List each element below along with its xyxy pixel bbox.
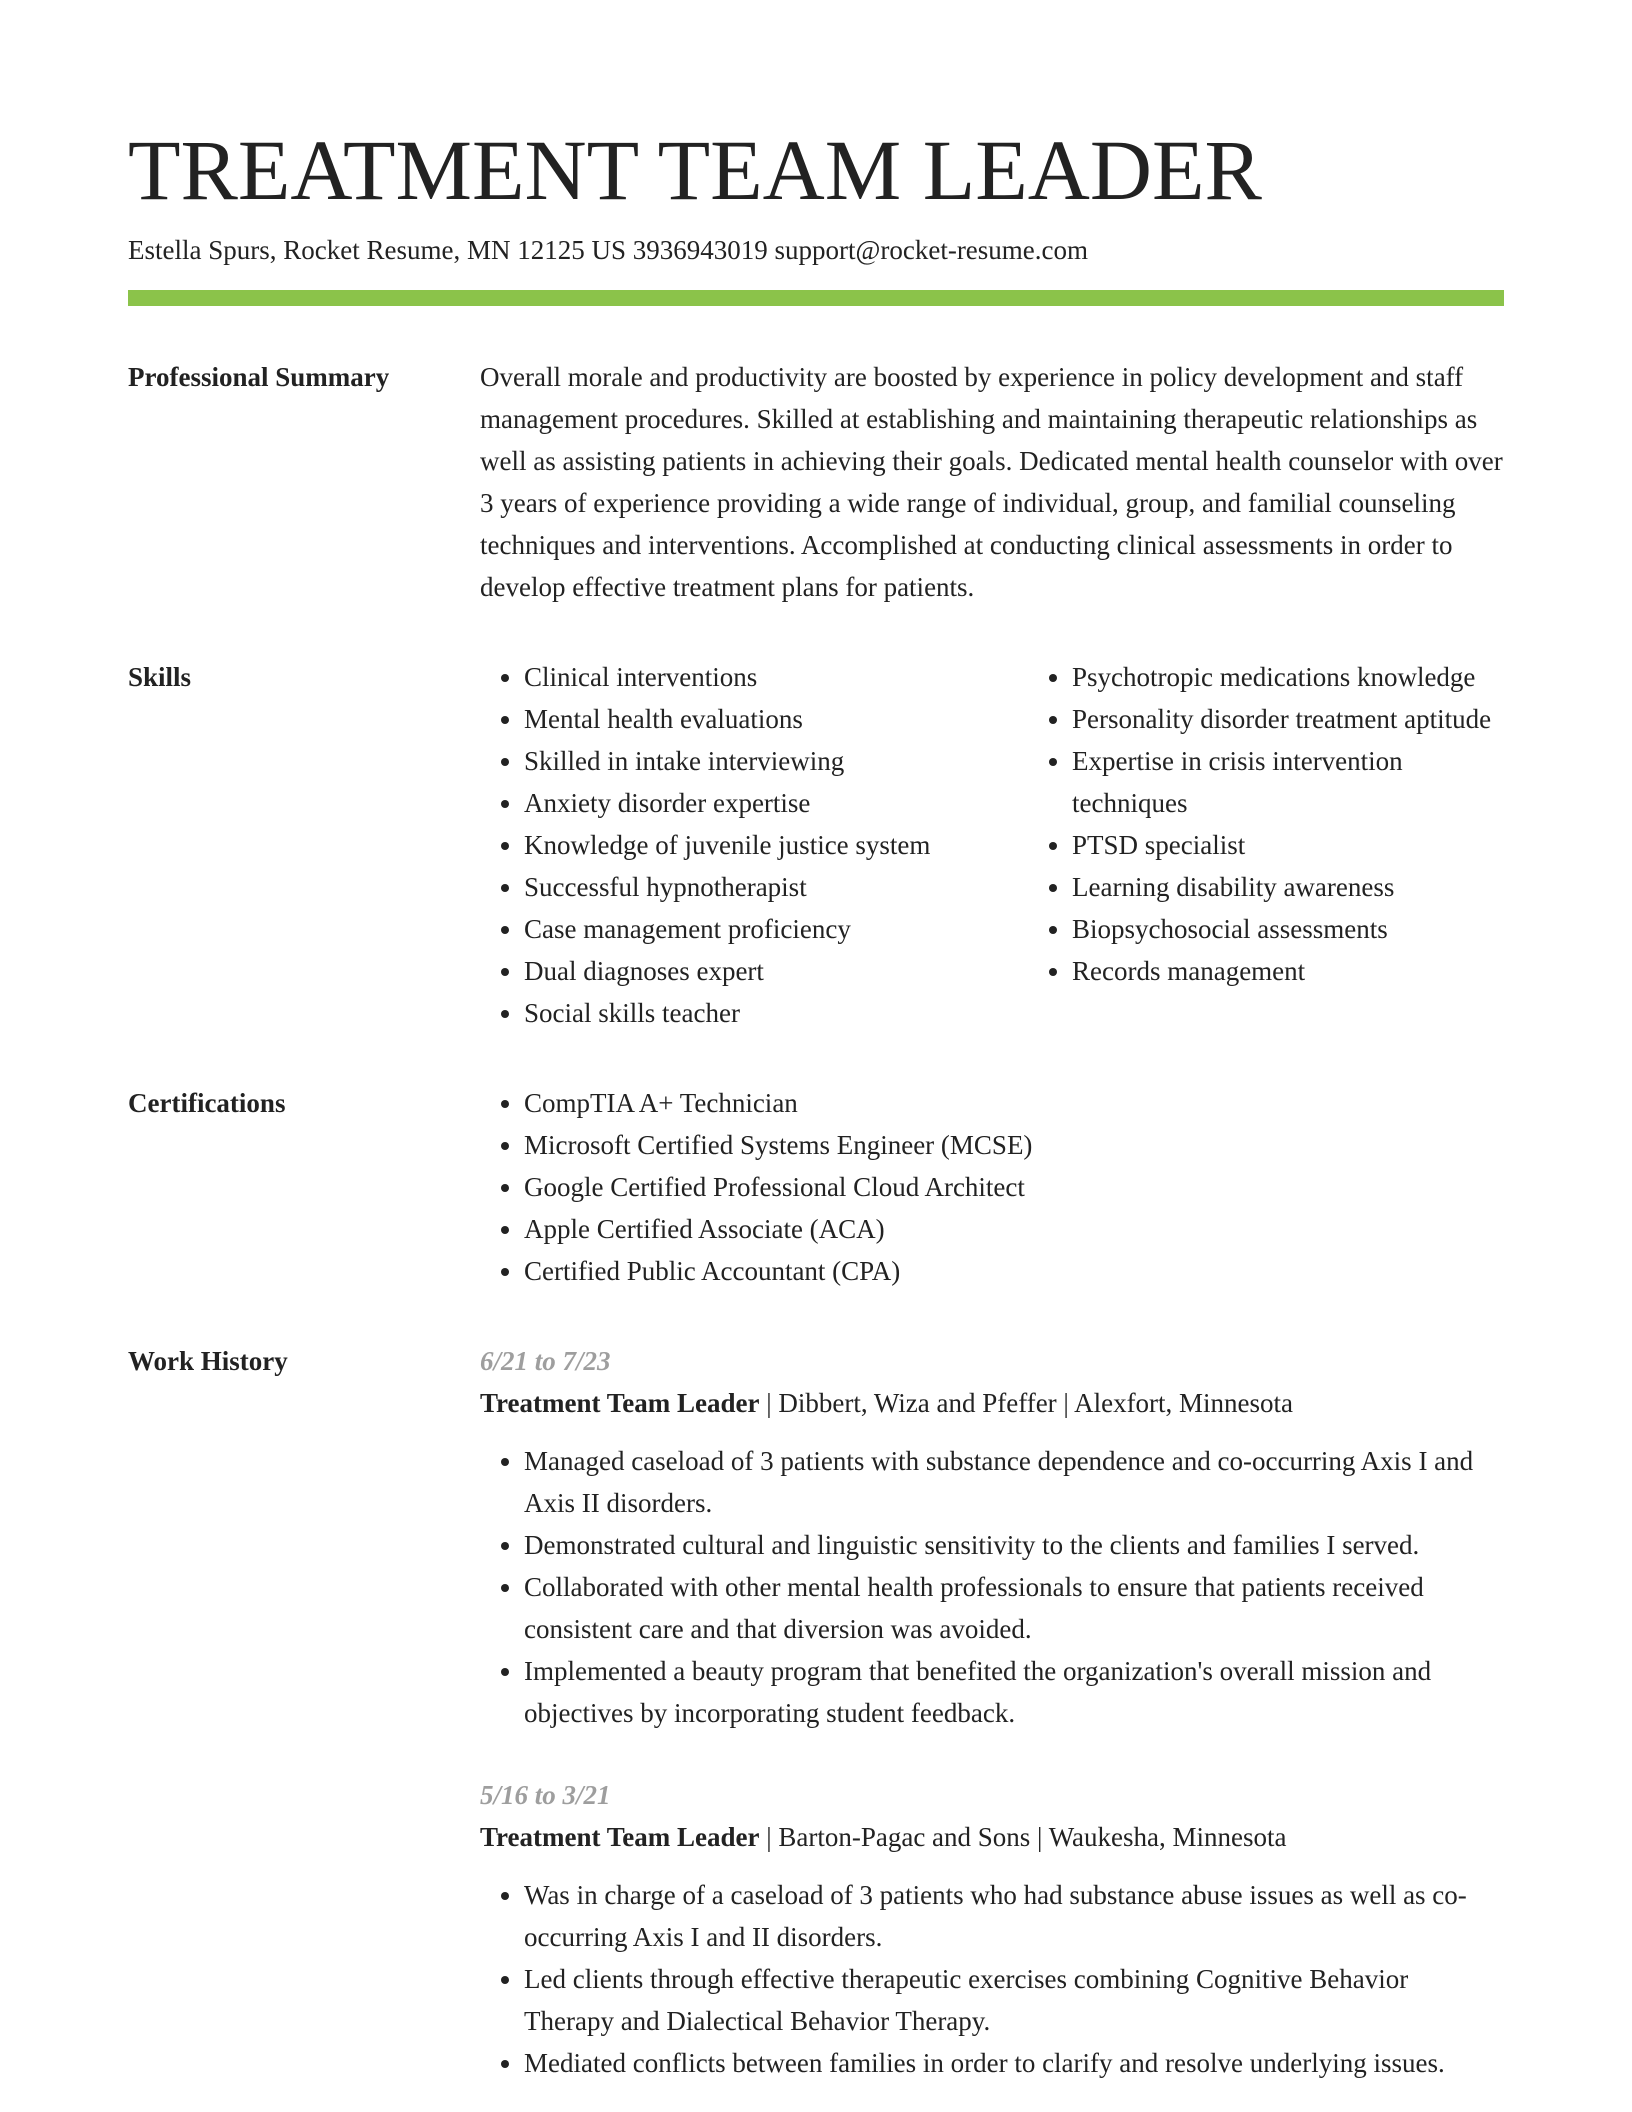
job-title: Treatment Team Leader xyxy=(480,1388,760,1418)
work-history-section xyxy=(128,1340,1504,2084)
skill-item: • Learning disability awareness xyxy=(1072,866,1504,908)
work-history-heading: Work History xyxy=(128,1346,288,1376)
skills-list-left xyxy=(480,656,1028,1034)
skill-item: • Psychotropic medications knowledge xyxy=(1072,656,1504,698)
contact-company: Rocket Resume, xyxy=(283,235,461,265)
certifications-heading: Certifications xyxy=(128,1088,286,1118)
skill-item: • Anxiety disorder expertise xyxy=(524,782,1028,824)
certification-item: • CompTIA A+ Technician xyxy=(524,1082,1504,1124)
job-dates: 5/16 to 3/21 xyxy=(480,1780,611,1810)
job-duty: • Was in charge of a caseload of 3 patients who had substance abuse issues as well as co-occurring Axis I and II disorders. xyxy=(524,1874,1504,1958)
summary-text: Overall morale and productivity are boosted by experience in policy development and staff management procedures. Skilled at establishing and maintaining therapeutic relationships as well as assisting patients in achieving their goals. Dedicated mental health counselor with over 3 years of experience providing a wide range of individual, group, and familial counseling techniques and interventions. Accomplished at conducting clinical assessments in order to develop effective treatment plans for patients. xyxy=(480,362,1503,602)
skills-section xyxy=(128,656,1504,1034)
skill-item: • Records management xyxy=(1072,950,1504,992)
job-duties xyxy=(480,1874,1504,2084)
certification-item: • Microsoft Certified Systems Engineer (MCSE) xyxy=(524,1124,1504,1166)
summary-section xyxy=(128,356,1504,608)
job-dates: 6/21 to 7/23 xyxy=(480,1346,611,1376)
job-employer-location: | Dibbert, Wiza and Pfeffer | Alexfort, Minnesota xyxy=(759,1388,1294,1418)
contact-location: MN 12125 US xyxy=(466,235,626,265)
skill-item: • Biopsychosocial assessments xyxy=(1072,908,1504,950)
skills-heading: Skills xyxy=(128,662,192,692)
job-duty: • Implemented a beauty program that benefited the organization's overall mission and objectives by incorporating student feedback. xyxy=(524,1650,1504,1734)
job-entry xyxy=(480,1774,1504,2084)
job-title: Treatment Team Leader xyxy=(480,1822,760,1852)
certification-item: • Google Certified Professional Cloud Architect xyxy=(524,1166,1504,1208)
job-duty: • Demonstrated cultural and linguistic sensitivity to the clients and families I served. xyxy=(524,1524,1504,1566)
resume-page xyxy=(128,120,1504,2084)
skills-list-right xyxy=(1028,656,1504,1034)
header-divider xyxy=(128,290,1504,306)
job-duty: • Collaborated with other mental health professionals to ensure that patients received consistent care and that diversion was avoided. xyxy=(524,1566,1504,1650)
skill-item: • Dual diagnoses expert xyxy=(524,950,1028,992)
certifications-section xyxy=(128,1082,1504,1292)
contact-person: Estella Spurs, xyxy=(128,235,277,265)
skill-item: • Knowledge of juvenile justice system xyxy=(524,824,1028,866)
job-header xyxy=(480,1382,1504,1424)
skill-item: • Case management proficiency xyxy=(524,908,1028,950)
skill-item: • Clinical interventions xyxy=(524,656,1028,698)
job-duties xyxy=(480,1440,1504,1734)
certifications-list xyxy=(480,1082,1504,1292)
skill-item: • Skilled in intake interviewing xyxy=(524,740,1028,782)
skill-item: • Mental health evaluations xyxy=(524,698,1028,740)
certification-item: • Apple Certified Associate (ACA) xyxy=(524,1208,1504,1250)
job-entry xyxy=(480,1340,1504,1734)
resume-title: TREATMENT TEAM LEADER xyxy=(128,122,1262,218)
job-duty: • Led clients through effective therapeutic exercises combining Cognitive Behavior Therapy and Dialectical Behavior Therapy. xyxy=(524,1958,1504,2042)
skill-item: • Expertise in crisis intervention techniques xyxy=(1072,740,1504,824)
job-duty: • Mediated conflicts between families in order to clarify and resolve underlying issues. xyxy=(524,2042,1504,2084)
skill-item: • Personality disorder treatment aptitude xyxy=(1072,698,1504,740)
skill-item: • Successful hypnotherapist xyxy=(524,866,1028,908)
skill-item: • Social skills teacher xyxy=(524,992,1028,1034)
skill-item: • PTSD specialist xyxy=(1072,824,1504,866)
contact-line xyxy=(128,232,1504,268)
contact-phone: 3936943019 xyxy=(632,235,768,265)
contact-email: support@rocket-resume.com xyxy=(774,235,1089,265)
job-duty: • Managed caseload of 3 patients with substance dependence and co-occurring Axis I and Axis II disorders. xyxy=(524,1440,1504,1524)
summary-heading: Professional Summary xyxy=(128,362,390,392)
certification-item: • Certified Public Accountant (CPA) xyxy=(524,1250,1504,1292)
job-employer-location: | Barton-Pagac and Sons | Waukesha, Minnesota xyxy=(759,1822,1287,1852)
job-header xyxy=(480,1816,1504,1858)
